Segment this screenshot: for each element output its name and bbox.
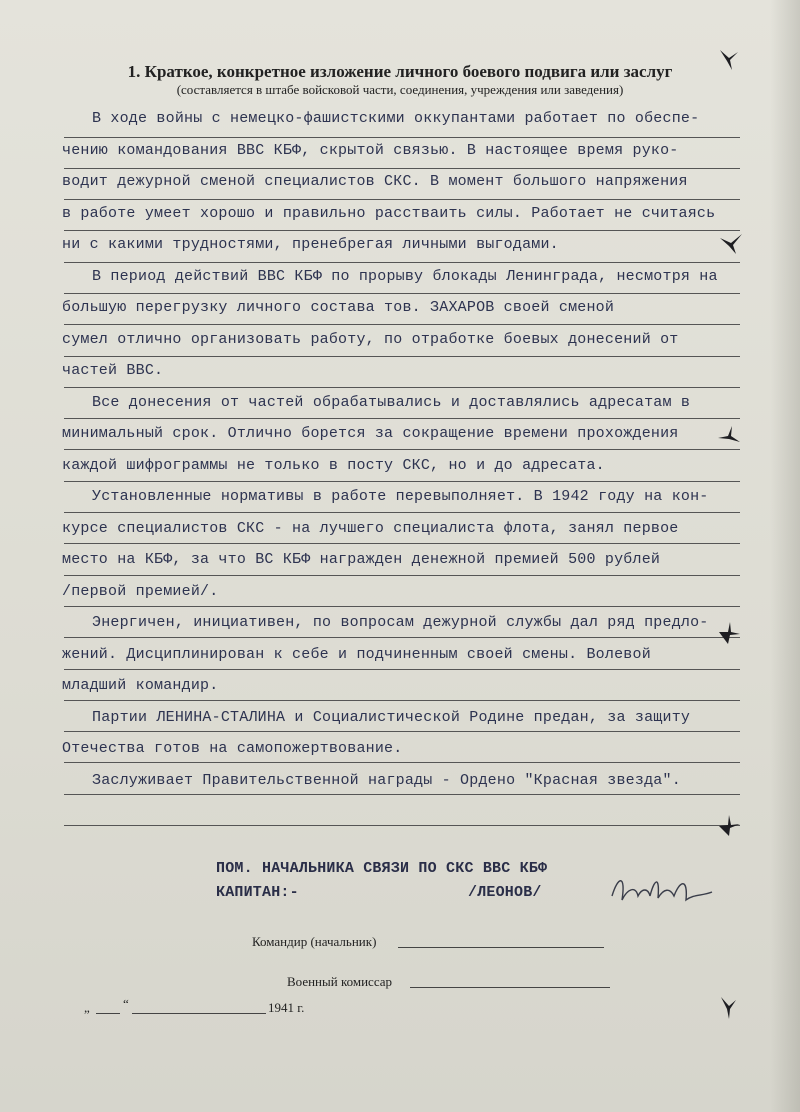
binding-mark-icon bbox=[716, 812, 742, 838]
ruled-line bbox=[64, 137, 740, 138]
body-line: жений. Дисциплинирован к себе и подчиненным своей смены. Волевой bbox=[62, 646, 651, 663]
ruled-line bbox=[64, 356, 740, 357]
body-line: в работе умеет хорошо и правильно расстваить силы. Работает не считаясь bbox=[62, 205, 716, 222]
date-month-line bbox=[132, 1013, 266, 1014]
commissar-label: Военный комиссар bbox=[287, 974, 393, 989]
commander-label: Командир (начальник) bbox=[252, 934, 377, 949]
ruled-line bbox=[64, 543, 740, 544]
body-line: младший командир. bbox=[62, 677, 219, 694]
ruled-line bbox=[64, 324, 740, 325]
ruled-line bbox=[64, 262, 740, 263]
ruled-line bbox=[64, 512, 740, 513]
body-line: /первой премией/. bbox=[62, 583, 219, 600]
body-line: водит дежурной сменой специалистов СКС. В момент большого напряжения bbox=[62, 173, 688, 190]
ruled-line bbox=[64, 199, 740, 200]
date-year: 1941 г. bbox=[268, 1000, 305, 1015]
body-line: Все донесения от частей обрабатывались и доставлялись адресатам в bbox=[92, 394, 691, 411]
ruled-line bbox=[64, 387, 740, 388]
ruled-line bbox=[64, 449, 740, 450]
ruled-line bbox=[64, 637, 740, 638]
ruled-line bbox=[64, 293, 740, 294]
signer-rank: КАПИТАН:- bbox=[216, 884, 299, 901]
binding-mark-icon bbox=[716, 46, 742, 72]
body-line: курсе специалистов СКС - на лучшего специалиста флота, занял первое bbox=[62, 520, 679, 537]
page-edge-shadow bbox=[770, 0, 800, 1112]
body-line: частей ВВС. bbox=[62, 362, 164, 379]
body-line: каждой шифрограммы не только в посту СКС, но и до адресата. bbox=[62, 457, 605, 474]
date-close-quote: “ bbox=[123, 996, 129, 1011]
ruled-line bbox=[64, 762, 740, 763]
ruled-line bbox=[64, 606, 740, 607]
section-title: 1. Краткое, конкретное изложение личного боевого подвига или заслуг bbox=[127, 62, 673, 81]
body-line: чению командования ВВС КБФ, скрытой связью. В настоящее время руко- bbox=[62, 142, 679, 159]
body-line: Установленные нормативы в работе перевыполняет. В 1942 году на кон- bbox=[92, 488, 709, 505]
signer-name: /ЛЕОНОВ/ bbox=[468, 884, 542, 901]
ruled-line bbox=[64, 731, 740, 732]
body-line: Отечества готов на самопожертвование. bbox=[62, 740, 403, 757]
body-line: Партии ЛЕНИНА-СТАЛИНА и Социалистической Родине предан, за защиту bbox=[92, 709, 691, 726]
body-line: ни с какими трудностями, пренебрегая личными выгодами. bbox=[62, 236, 559, 253]
binding-mark-icon bbox=[716, 424, 742, 450]
body-line: место на КБФ, за что ВС КБФ награжден денежной премией 500 рублей bbox=[62, 551, 661, 568]
ruled-line bbox=[64, 700, 740, 701]
signer-title: ПОМ. НАЧАЛЬНИКА СВЯЗИ ПО СКС ВВС КБФ bbox=[216, 860, 548, 877]
binding-mark-icon bbox=[718, 230, 744, 256]
body-line: сумел отлично организовать работу, по отработке боевых донесений от bbox=[62, 331, 679, 348]
ruled-line bbox=[64, 481, 740, 482]
ruled-line bbox=[64, 418, 740, 419]
date-open-quote: „ bbox=[84, 1000, 90, 1015]
ruled-line bbox=[64, 168, 740, 169]
ruled-line bbox=[64, 669, 740, 670]
commissar-line bbox=[410, 987, 610, 988]
section-subtitle: (составляется в штабе войсковой части, соединения, учреждения или заведения) bbox=[176, 82, 624, 97]
body-line: Заслуживает Правительственной награды - Ордено "Красная звезда". bbox=[92, 772, 681, 789]
body-line: Энергичен, инициативен, по вопросам дежурной службы дал ряд предло- bbox=[92, 614, 709, 631]
ruled-line bbox=[64, 575, 740, 576]
handwritten-signature bbox=[608, 866, 718, 910]
ruled-line bbox=[64, 230, 740, 231]
body-line: большую перегрузку личного состава тов. ЗАХАРОВ своей сменой bbox=[62, 299, 615, 316]
body-line: В ходе войны с немецко-фашистскими оккупантами работает по обеспе- bbox=[92, 110, 700, 127]
commander-line bbox=[398, 947, 604, 948]
body-line: минимальный срок. Отлично борется за сокращение времени прохождения bbox=[62, 425, 679, 442]
binding-mark-icon bbox=[716, 994, 742, 1020]
binding-mark-icon bbox=[716, 620, 742, 646]
date-day-line bbox=[96, 1013, 120, 1014]
body-line: В период действий ВВС КБФ по прорыву блокады Ленинграда, несмотря на bbox=[92, 268, 718, 285]
ruled-line bbox=[64, 794, 740, 795]
ruled-line bbox=[64, 825, 740, 826]
